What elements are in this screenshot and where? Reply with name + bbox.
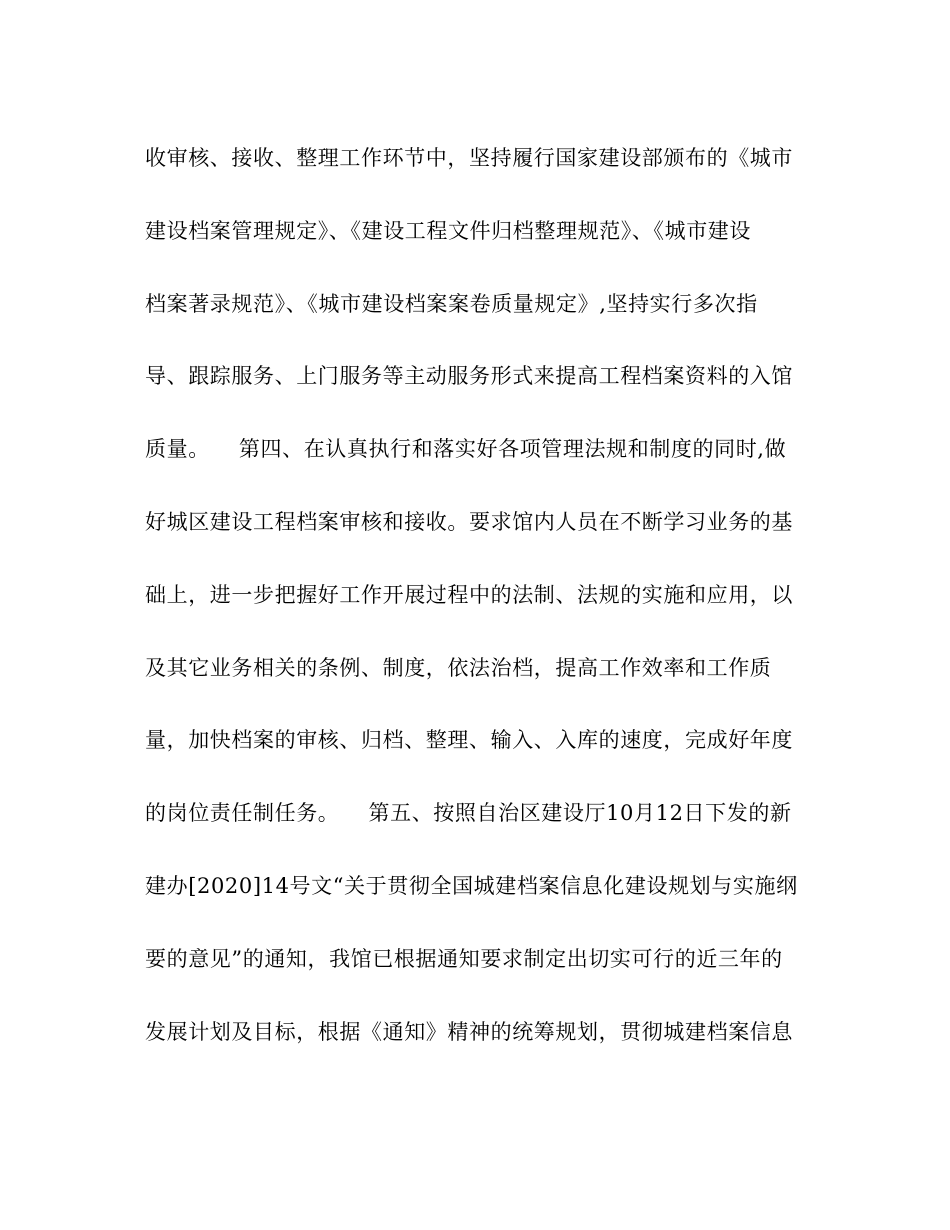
text-line: 质量。 第四、在认真执行和落实好各项管理法规和制度的同时,做 <box>145 437 787 462</box>
text-line: 发展计划及目标，根据《通知》精神的统筹规划，贯彻城建档案信息 <box>145 1019 793 1044</box>
text-line: 础上，进一步把握好工作开展过程中的法制、法规的实施和应用，以 <box>145 582 793 607</box>
text-line: 建设档案管理规定》、《建设工程文件归档整理规范》、《城市建设 <box>145 218 751 243</box>
text-line: 导、跟踪服务、上门服务等主动服务形式来提高工程档案资料的入馆 <box>145 364 793 389</box>
text-line: 及其它业务相关的条例、制度，依法治档，提高工作效率和工作质 <box>145 655 772 680</box>
text-line: 量，加快档案的审核、归档、整理、输入、入库的速度，完成好年度 <box>145 728 793 753</box>
body-text <box>145 138 805 1084</box>
text-line: 要的意见”的通知，我馆已根据通知要求制定出切实可行的近三年的 <box>145 946 783 971</box>
text-line: 好城区建设工程档案审核和接收。要求馆内人员在不断学习业务的基 <box>145 509 793 534</box>
text-line: 建办[2020]14号文“关于贯彻全国城建档案信息化建设规划与实施纲 <box>145 873 798 898</box>
text-line: 的岗位责任制任务。 第五、按照自治区建设厅10月12日下发的新 <box>145 801 792 826</box>
text-line: 档案著录规范》、《城市建设档案案卷质量规定》,坚持实行多次指 <box>145 291 758 316</box>
text-line: 收审核、接收、整理工作环节中，坚持履行国家建设部颁布的《城市 <box>145 146 793 170</box>
